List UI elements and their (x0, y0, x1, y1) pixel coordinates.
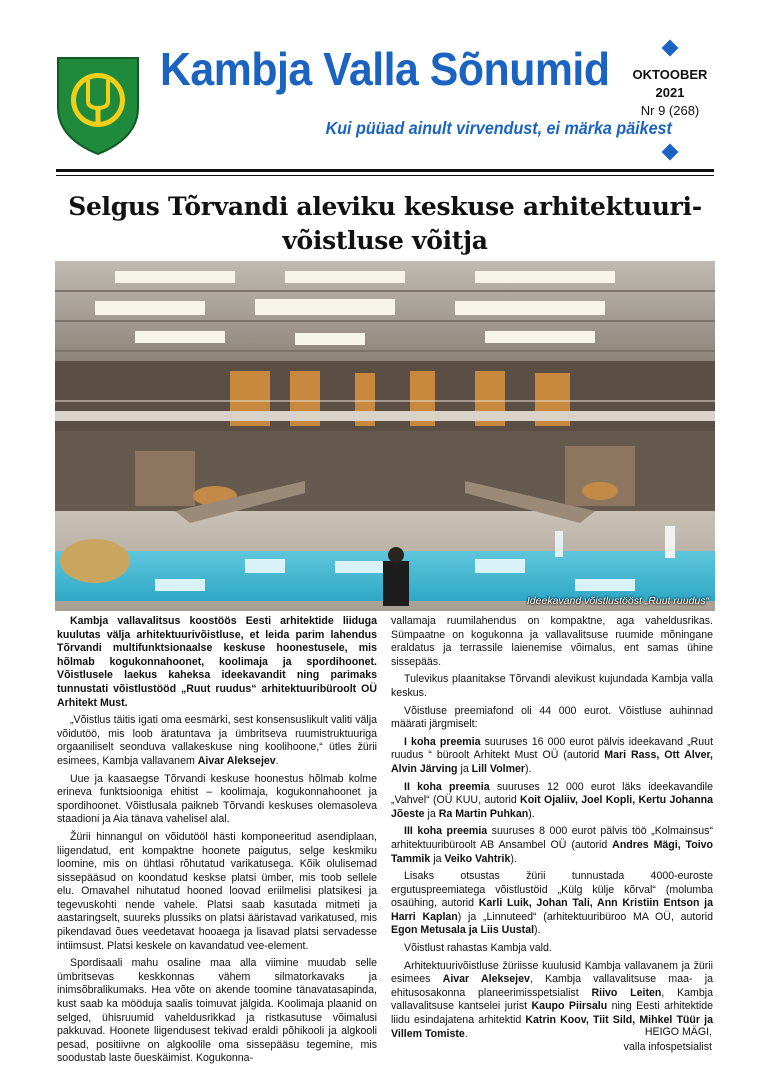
article-headline: Selgus Tõrvandi aleviku keskuse arhitektuuri- võistluse võitja (68, 192, 702, 255)
prize-first: I koha preemia suuruses 16 000 eurot pälvis ideekavand „Ruut ruudus “ büroolt Arhitekt Must OÜ (autorid Mari Rass, Ott Alver, Alvin Järving ja Lill Volmer). (391, 735, 714, 775)
article-column-right (391, 615, 713, 1045)
issue-month: OKTOOBER (632, 67, 708, 82)
diamond-icon (662, 40, 679, 57)
article-author (624, 1025, 712, 1055)
author-role: valla infospetsialist (623, 1041, 712, 1053)
article-paragraph: Lisaks otsustas žürii tunnustada 4000-euroste ergutuspreemiatega võistlustöid „Külg külje kõrval“ (molumba osaühing, autorid Karli Luik, Johan Tali, Ann Kristiin Entson ja Harri Kaplan) ja „Linnuteed“ (arhitektuuribüroo MA OÜ, autorid Egon Metusala ja Liis Uustal). (391, 870, 714, 937)
interior-render-image (55, 261, 715, 611)
issue-year: 2021 (655, 85, 685, 100)
prize-second: II koha preemia suuruses 12 000 eurot läks ideekavandile „Vahvel“ (OÜ KUU, autorid Koit Ojaliiv, Joel Kopli, Kertu Johanna Jõeste ja Ra Martin Puhkan). (391, 780, 714, 820)
article-lead: Kambja vallavalitsus koostöös Eesti arhitektide liiduga kuulutas välja arhitektuurivõistluse, et leida parim lahendus Tõrvandi multifunktsionaalse keskuse hoonestusele, mis hõlmab kogukonnahoonet, koolimaja ja spordihoonet. Võistlusele laekus kaheksa ideekavandit ning parimaks tunnustati võistlustööd „Ruut ruudus“ arhitektuuribüroolt OÜ Arhitekt Must. (57, 615, 377, 709)
article-paragraph: Võistlust rahastas Kambja vald. (404, 942, 552, 955)
article-paragraph: Tulevikus plaanitakse Tõrvandi alevikust kujundada Kambja valla keskus. (391, 673, 713, 699)
newspaper-title: Kambja Valla Sõnumid (160, 43, 610, 95)
issue-info (630, 66, 710, 120)
article-paragraph: Arhitektuurivõistluse žüriisse kuulusid Kambja vallavanem ja žürii esimees Aivar Aleksejev, Kambja vallavalitsuse maa- ja ehitusosakonna planeerimisspetsialist Riivo Leiten, Kambja vallavalitsuse kantselei jurist Kaupo Piirsalu ning Eesti arhitektide liidu esindajatena arhitektid Katrin Koov, Tiit Sild, Mihkel Tüür ja Villem Tomiste. (391, 959, 714, 1040)
photo-caption: Ideekavand võistlustööst „Ruut ruudus“ (526, 595, 709, 607)
newspaper-slogan: Kui püüad ainult virvendust, ei märka päikest (325, 118, 672, 138)
diamond-icon (662, 144, 679, 161)
coat-of-arms-icon (52, 52, 144, 156)
article-paragraph: vallamaja ruumilahendus on kompaktne, aga vaheldusrikas. Sümpaatne on kogukonna ja vallavalitsuse ruumide mõningane eraldatus ja terrassile laienemise võimalus, ent samas ühine sissepääs. (391, 615, 713, 668)
masthead-divider (56, 169, 714, 172)
article-paragraph: Žürii hinnangul on võidutööl hästi komponeeritud asendiplaan, liigendatud, ent kompaktne hoonete paigutus, selge keskmiku loomine, mis on ühtlasi rõhutatud varikatusega. Kõik olulisemad sissepääsud on koondatud keskse platsi ümber, mis toob sellele elu. Omavahel nihutatud hooned loovad eriilmelisi platsikesi ja tegevuskohti nende vahele. Platsi saab kasutada mitmeti ja aastaringselt, suureks plussiks on platsi ääristavad varikatused, mis pikendavad õues veedetavat hooaega ja lisavad platsi servadesse intiimsust. Platsi keskele on kavandatud vee-element. (57, 830, 377, 952)
article-paragraph: Spordisaali mahu osaline maa alla viimine muudab selle ümbritsevas keskkonnas vähem silmatorkavaks ja inimsõbralikumaks. Hea võte on akende toomine tänavatasapinda, kust saab ka mööduja saalis toimuvat jälgida. Koolimaja plaanid on selged, ühisruumid vaheldusrikkad ja ristkasutuse võimalusi pakkuvad. Hoonete liigendusest tekivad eraldi põhikooli ja algkooli pesad, positiivne on algkoolile oma sissepääsu tegemine, mis soodustab laste õueskäimist. Kogukonna- (57, 957, 377, 1065)
article-paragraph: Võistluse preemiafond oli 44 000 eurot. Võistluse auhinnad määrati järgmiselt: (391, 704, 713, 731)
issue-number: Nr 9 (268) (640, 103, 700, 118)
article-paragraph: „Võistlus täitis igati oma eesmärki, sest konsensuslikult valiti välja võidutöö, mis loob äratuntava ja ümbritseva ruumistruktuuriga orgaaniliselt seonduva vallakeskuse ning koolihoone,“ ütles žürii esimees, Kambja vallavanem Aivar Aleksejev. (57, 714, 377, 767)
author-name: HEIGO MÄGI, (644, 1026, 712, 1038)
prize-third: III koha preemia suuruses 8 000 eurot pälvis töö „Kolmainsus“ arhitektuuribüroolt AB Ansambel OÜ (autorid Andres Mägi, Toivo Tammik ja Veiko Vahtrik). (391, 825, 713, 865)
article-paragraph: Uue ja kaasaegse Tõrvandi keskuse hoonestus hõlmab kolme erineva funktsiooniga ehitist – koolimaja, kogukonnahoonet ja spordihoonet. Võistlusala paikneb Tõrvandi keskuses olemasoleva staadioni ja Aia tänava vahelisel alal. (57, 772, 377, 826)
article-photo (55, 261, 715, 611)
article-column-left (57, 615, 377, 1070)
masthead-divider-thin (56, 175, 714, 176)
